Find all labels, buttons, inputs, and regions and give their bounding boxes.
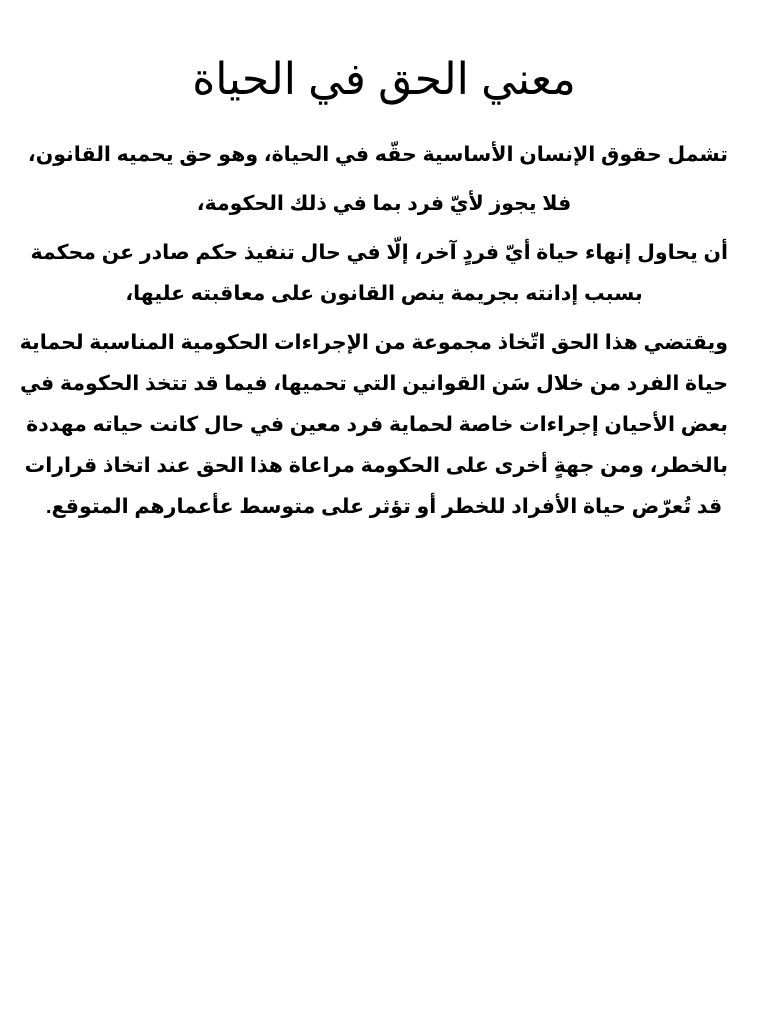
paragraph-line: تشمل حقوق الإنسان الأساسية حقّه في الحياة، وهو حق يحميه القانون، xyxy=(27,143,728,166)
paragraph-line: بعض الأحيان إجراءات خاصة لحماية فرد معين في حال كانت حياته مهددة xyxy=(26,413,728,436)
paragraph-line: حياة الفرد من خلال سَن القوانين التي تحميها، فيما قد تتخذ الحكومة في xyxy=(20,372,728,395)
paragraph-line: ويقتضي هذا الحق اتّخاذ مجموعة من الإجراءات الحكومية المناسبة لحماية xyxy=(19,331,728,354)
paragraph-3 xyxy=(30,232,728,314)
paragraph-1 xyxy=(27,134,728,175)
document-body xyxy=(19,134,728,527)
paragraph-line: بسبب إدانته بجريمة ينص القانون على معاقبته عليها، xyxy=(125,282,643,305)
paragraph-line: فلا يجوز لأيّ فرد بما في ذلك الحكومة، xyxy=(196,192,572,215)
paragraph-line: بالخطر، ومن جهةٍ أخرى على الحكومة مراعاة هذا الحق عند اتخاذ قرارات xyxy=(24,454,728,477)
document-title: معني الحق في الحياة xyxy=(192,55,576,104)
paragraph-line: أن يحاول إنهاء حياة أيّ فردٍ آخر، إلّا في حال تنفيذ حكم صادر عن محكمة xyxy=(30,241,728,264)
paragraph-2 xyxy=(40,183,728,224)
paragraph-4 xyxy=(19,322,728,527)
paragraph-line: قد تُعرّض حياة الأفراد للخطر أو تؤثر على متوسط عأعمارهم المتوقع. xyxy=(45,495,723,518)
